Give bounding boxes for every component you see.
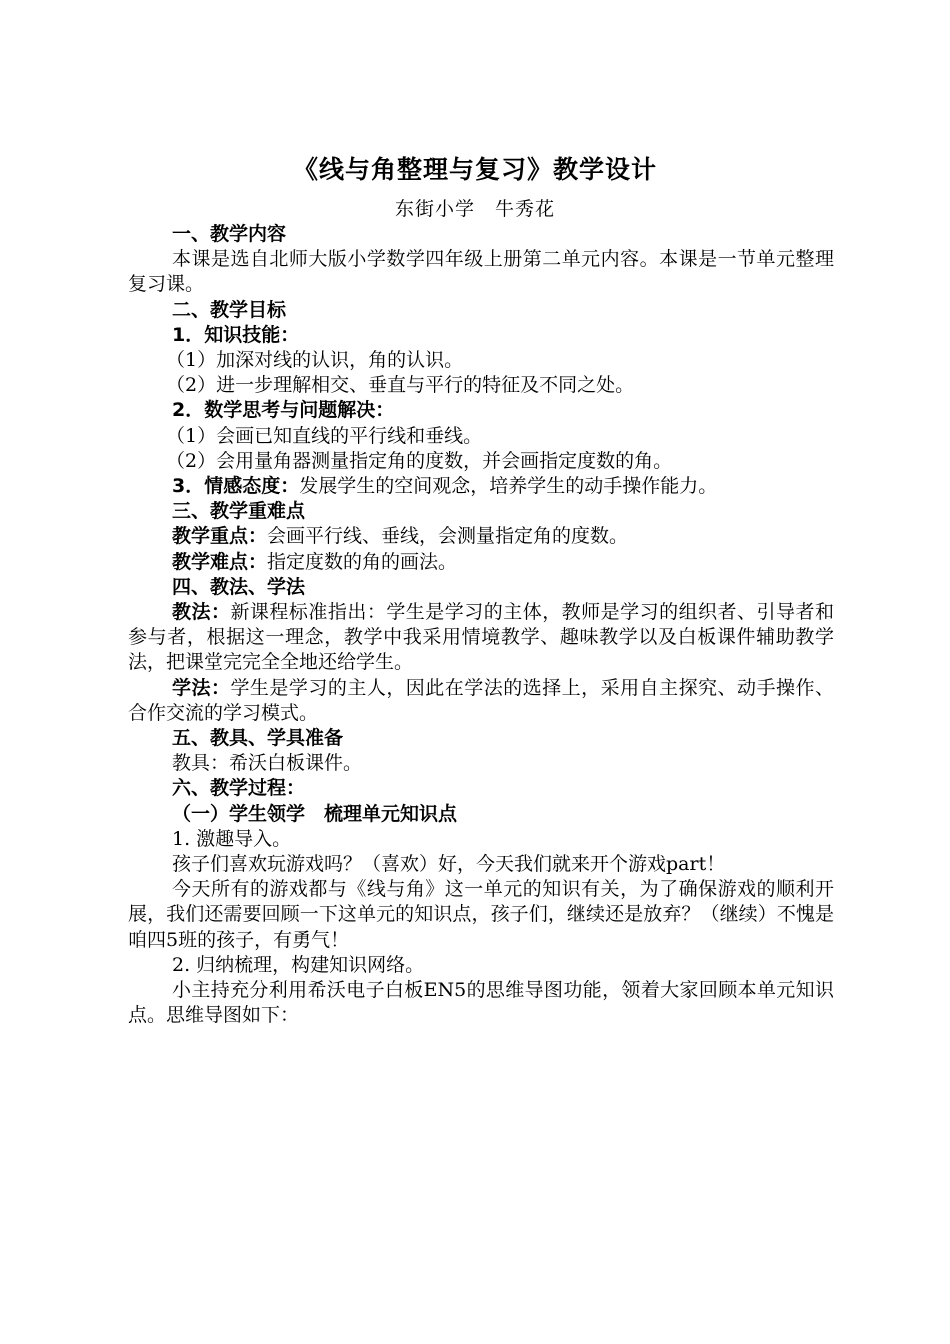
learning-method-label: 学法： [172, 676, 231, 699]
process-paragraph: 小主持充分利用希沃电子白板EN5的思维导图功能，领着大家回顾本单元知识点。思维导图如下： [128, 979, 834, 1027]
tools-text: 教具：希沃白板课件。 [172, 752, 363, 775]
goal-knowledge-heading: 1．知识技能： [172, 323, 300, 346]
key-point-label: 教学重点： [172, 525, 268, 548]
goal-item: （2）会用量角器测量指定角的度数，并会画指定度数的角。 [166, 449, 673, 472]
difficult-point [128, 550, 834, 575]
process-step: 1. 激趣导入。 [172, 827, 292, 850]
teaching-method-text: 新课程标准指出：学生是学习的主体，教师是学习的组织者、引导者和参与者，根据这一理念，教学中我采用情境教学、趣味教学以及白板课件辅助教学法，把课堂完完全全地还给学生。 [128, 601, 834, 674]
difficult-point-text: 指定度数的角的画法。 [267, 550, 458, 573]
key-point [128, 524, 834, 549]
learning-method-text: 学生是学习的主人，因此在学法的选择上，采用自主探究、动手操作、合作交流的学习模式。 [128, 676, 834, 724]
goal-attitude [128, 474, 834, 499]
difficult-point-label: 教学难点： [172, 550, 268, 573]
teaching-method-label: 教法： [172, 601, 231, 624]
section-heading-tools: 五、教具、学具准备 [172, 727, 344, 750]
teaching-method-paragraph [128, 600, 834, 676]
process-paragraph: 今天所有的游戏都与《线与角》这一单元的知识有关，为了确保游戏的顺利开展，我们还需要回顾一下这单元的知识点，孩子们，继续还是放弃？（继续）不愧是咱四5班的孩子，有勇气！ [128, 878, 834, 951]
document-title: 《线与角整理与复习》教学设计 [292, 155, 657, 184]
section-heading-methods: 四、教法、学法 [172, 575, 306, 598]
content-paragraph: 本课是选自北师大版小学数学四年级上册第二单元内容。本课是一节单元整理复习课。 [128, 248, 834, 296]
document-body [128, 222, 834, 1029]
goal-item: （1）加深对线的认识，角的认识。 [166, 349, 464, 372]
section-heading-key-points: 三、教学重难点 [172, 500, 306, 523]
goal-attitude-label: 3．情感态度： [172, 475, 300, 498]
process-step: 2. 归纳梳理，构建知识网络。 [172, 953, 425, 976]
process-subheading: （一）学生领学 梳理单元知识点 [172, 802, 458, 825]
goal-attitude-text: 发展学生的空间观念，培养学生的动手操作能力。 [299, 475, 718, 498]
section-heading-process: 六、教学过程： [172, 777, 306, 800]
author-line: 东街小学 牛秀花 [394, 198, 555, 220]
goal-item: （2）进一步理解相交、垂直与平行的特征及不同之处。 [166, 374, 635, 397]
process-paragraph: 孩子们喜欢玩游戏吗？（喜欢）好，今天我们就来开个游戏part！ [172, 853, 726, 876]
section-heading-goals: 二、教学目标 [172, 298, 287, 321]
key-point-text: 会画平行线、垂线，会测量指定角的度数。 [267, 525, 629, 548]
learning-method-paragraph [128, 676, 834, 726]
goal-item: （1）会画已知直线的平行线和垂线。 [166, 424, 483, 447]
section-heading-content: 一、教学内容 [172, 223, 287, 245]
goal-thinking-heading: 2．数学思考与问题解决： [172, 399, 395, 422]
